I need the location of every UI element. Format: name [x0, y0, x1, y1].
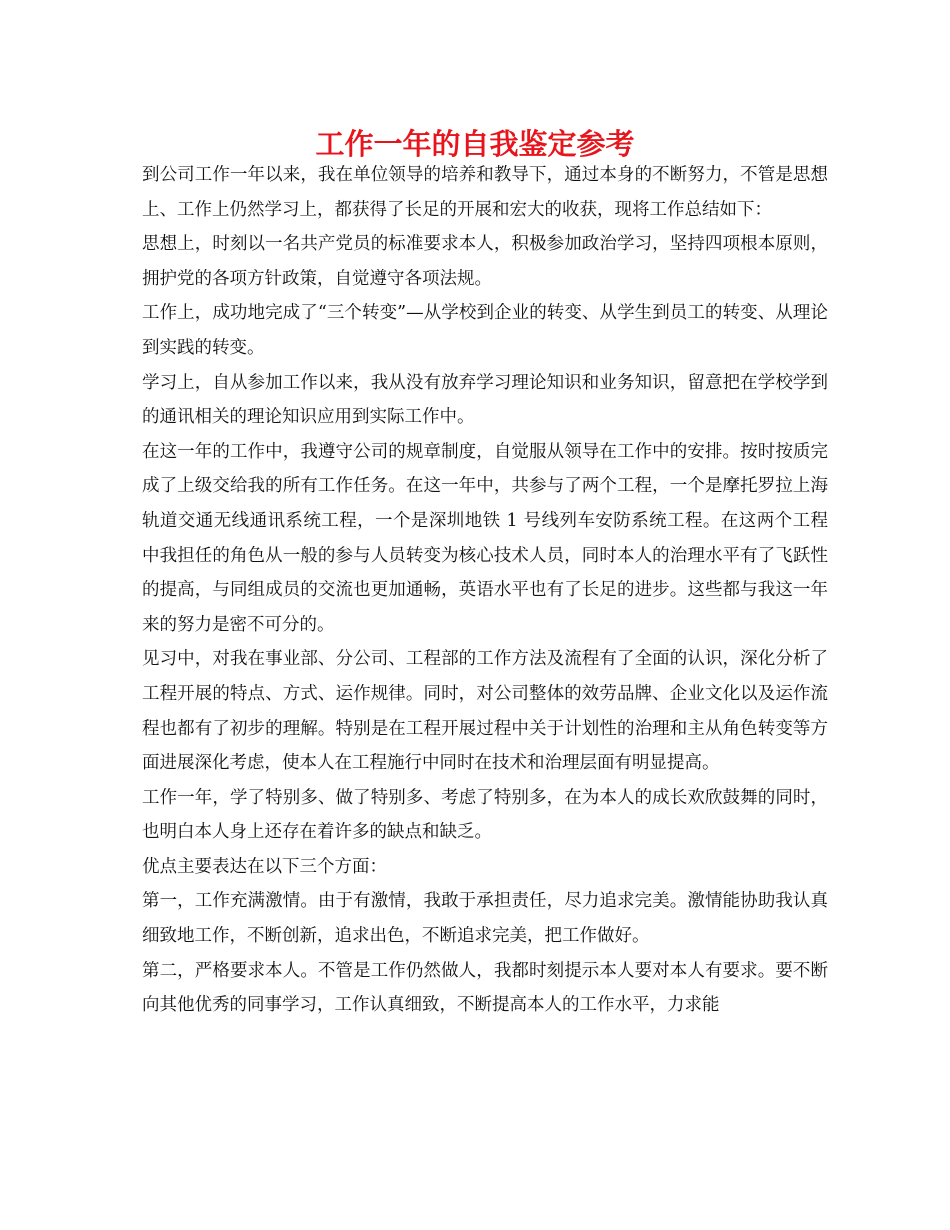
paragraph-work: 工作上，成功地完成了“三个转变”—从学校到企业的转变、从学生到员工的转变、从理论到实践的转变。 — [142, 303, 828, 358]
paragraph-strength-two: 第二，严格要求本人。不管是工作仍然做人，我都时刻提示本人要对本人有要求。要不断向其他优秀的同事学习，工作认真细致，不断提高本人的工作水平，力求能 — [142, 960, 828, 1016]
paragraph-internship: 见习中，对我在事业部、分公司、工程部的工作方法及流程有了全面的认识，深化分析了工程开展的特点、方式、运作规律。同时，对公司整体的效劳品牌、企业文化以及运作流程也都有了初步的理解。特别是在工程开展过程中关于计划性的治理和主从角色转变等方面进展深化考虑，使本人在工程施行中同时在技术和治理层面有明显提高。 — [142, 649, 828, 774]
document-title: 工作一年的自我鉴定参考 — [315, 127, 635, 161]
document-body — [142, 158, 828, 1023]
paragraph-study: 学习上，自从参加工作以来，我从没有放弃学习理论知识和业务知识，留意把在学校学到的通讯相关的理论知识应用到实际工作中。 — [142, 372, 828, 428]
paragraph-strengths-intro: 优点主要表达在以下三个方面： — [142, 856, 387, 877]
paragraph-intro: 到公司工作一年以来，我在单位领导的培养和教导下，通过本身的不断努力，不管是思想上、工作上仍然学习上，都获得了长足的开展和宏大的收获，现将工作总结如下： — [142, 165, 828, 220]
paragraph-year-work: 在这一年的工作中，我遵守公司的规章制度，自觉服从领导在工作中的安排。按时按质完成了上级交给我的所有工作任务。在这一年中，共参与了两个工程，一个是摩托罗拉上海轨道交通无线通讯系统工程，一个是深圳地铁 1 号线列车安防系统工程。在这两个工程中我担任的角色从一般的参与人员转变为核心技术人员，同时本人的治理水平有了飞跃性的提高，与同组成员的交流也更加通畅，英语水平也有了长足的进步。这些都与我这一年来的努力是密不可分的。 — [142, 441, 828, 635]
paragraph-strength-one: 第一，工作充满激情。由于有激情，我敢于承担责任，尽力追求完美。激情能协助我认真细致地工作，不断创新，追求出色，不断追求完美，把工作做好。 — [142, 891, 828, 947]
paragraph-thought: 思想上，时刻以一名共产党员的标准要求本人，积极参加政治学习，坚持四项根本原则，拥护党的各项方针政策，自觉遵守各项法规。 — [142, 234, 828, 289]
paragraph-reflection: 工作一年，学了特别多、做了特别多、考虑了特别多，在为本人的成长欢欣鼓舞的同时，也明白本人身上还存在着许多的缺点和缺乏。 — [142, 787, 828, 843]
